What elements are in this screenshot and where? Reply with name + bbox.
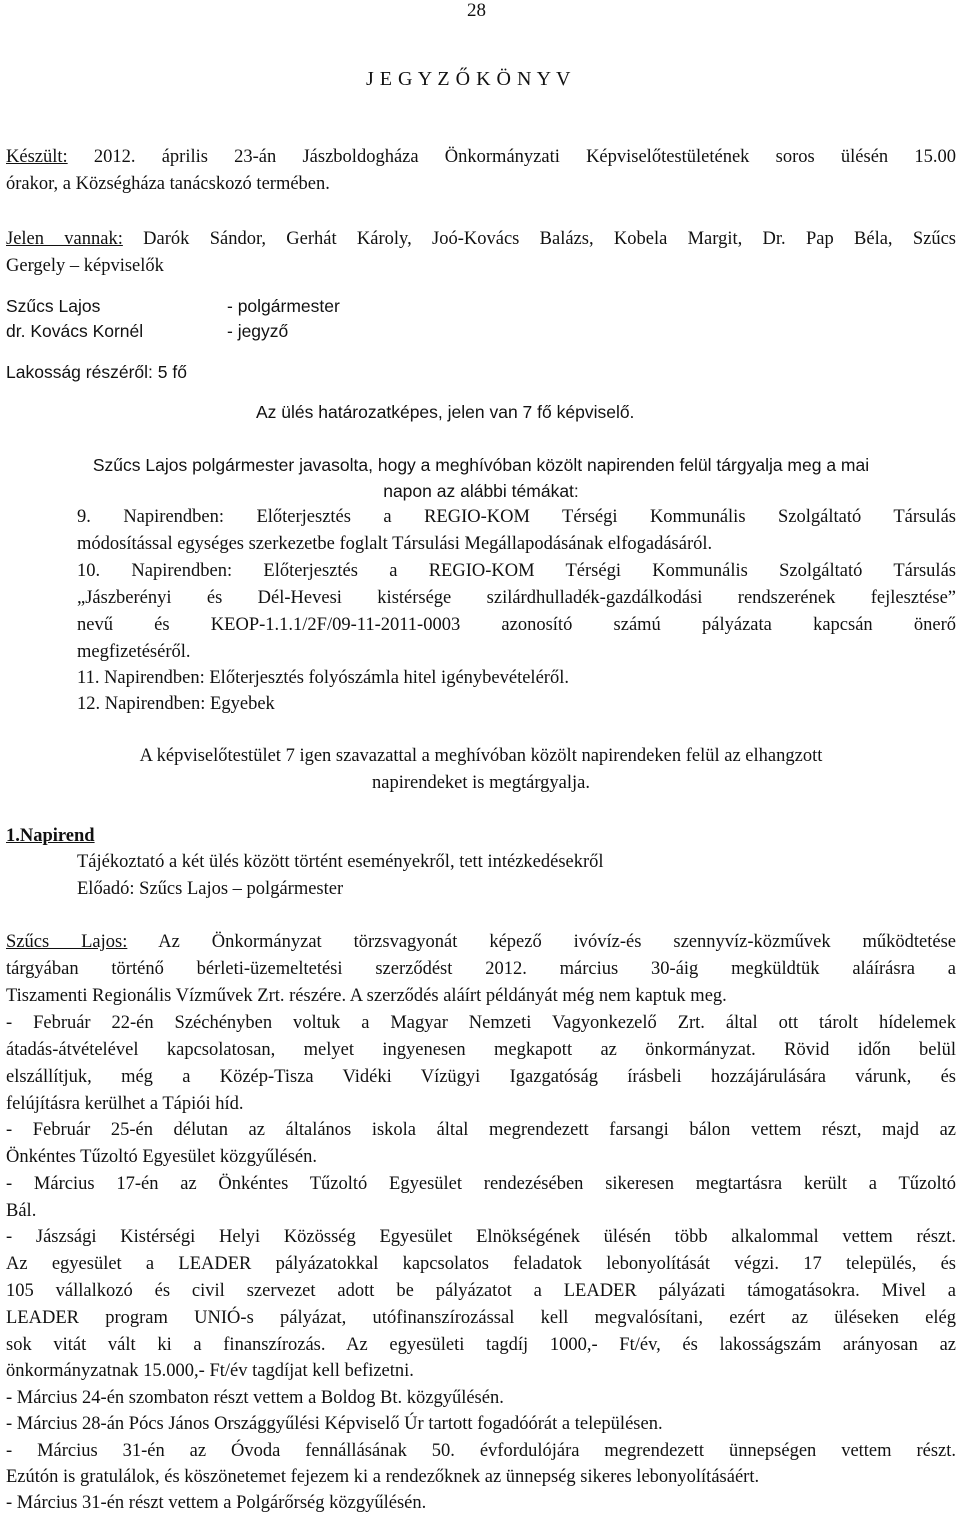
agenda-line: nevű és KEOP-1.1.1/2F/09-11-2011-0003 azonosító számú pályázata kapcsán önerő — [77, 615, 956, 635]
speech-line: - Március 17-én az Önkéntes Tűzoltó Egyesület rendezésében sikeresen megtartásra került a Tűzoltó — [6, 1174, 956, 1194]
official-role: - polgármester — [227, 296, 340, 316]
speech-line: átadás-átvételével kapcsolatosan, melyet ingyenesen megkapott az önkormányzat. Rövid időn belül — [6, 1040, 956, 1060]
made-text: 2012. április 23-án Jászboldogháza Önkormányzati Képviselőtestületének soros ülésén 15.00 — [67, 147, 956, 167]
speech-line: - Március 31-én az Óvoda fennállásának 50. évfordulójára megrendezett ünnepségen vettem részt. — [6, 1441, 956, 1461]
speech-line: - Február 25-én délutan az általános iskola által megrendezett farsangi bálon vettem részt, majd az — [6, 1120, 956, 1140]
present-text: Darók Sándor, Gerhát Károly, Joó-Kovács Balázs, Kobela Margit, Dr. Pap Béla, Szűcs — [122, 229, 956, 249]
made-label: Készült: — [6, 147, 68, 167]
speech-line: Tiszamenti Regionális Vízművek Zrt. részére. A szerződés aláírt példányát még nem kaptuk meg. — [6, 986, 727, 1006]
speech-line: - Március 28-án Pócs János Országgyűlési Képviselő Úr tartott fogadóórát a településen. — [6, 1414, 663, 1434]
speech-line: felújításra kerülhet a Tápiói híd. — [6, 1094, 244, 1114]
agenda-line: 9. Napirendben: Előterjesztés a REGIO-KOM Térségi Kommunális Szolgáltató Társulás — [77, 507, 956, 527]
item-presenter: Előadó: Szűcs Lajos – polgármester — [77, 879, 344, 899]
page-number: 28 — [467, 0, 486, 21]
made-line-2: órakor, a Községháza tanácskozó termében. — [6, 174, 330, 194]
agenda-line: 10. Napirendben: Előterjesztés a REGIO-KOM Térségi Kommunális Szolgáltató Társulás — [77, 561, 956, 581]
speech-line: LEADER program UNIÓ-s pályázat, utófinanszírozással kell megvalósítani, ezért az üléseken elég — [6, 1308, 956, 1328]
document-title: J E G Y Z Ő K Ö N Y V — [366, 68, 571, 90]
speech-text: Az Önkormányzat törzsvagyonát képező ivóvíz-és szennyvíz-közművek működtetése — [127, 932, 957, 952]
agenda-line: 12. Napirendben: Egyebek — [77, 694, 275, 714]
speech-line: - Február 22-én Széchényben voltuk a Magyar Nemzeti Vagyonkezelő Zrt. által ott tárolt hídelemek — [6, 1013, 956, 1033]
speech-line: Az egyesület a LEADER pályázatokkal kapcsolatos feladatok lebonyolítását végzi. 17 település, és — [6, 1254, 956, 1274]
quorum-line: Az ülés határozatképes, jelen van 7 fő képviselő. — [256, 402, 635, 422]
speech-line: - Március 24-én szombaton részt vettem a Boldog Bt. közgyűlésén. — [6, 1388, 504, 1408]
speech-line: Bál. — [6, 1201, 37, 1221]
speaker-label: Szűcs Lajos: — [6, 932, 128, 952]
speech-line: - Március 31-én részt vettem a Polgárőrség közgyűlésén. — [6, 1493, 427, 1513]
agenda-line: megfizetéséről. — [77, 642, 191, 662]
speech-line: 105 vállalkozó és civil szervezet adott be pályázatot a LEADER pályázati támogatásokra. Mivel a — [6, 1281, 956, 1301]
residents-line: Lakosság részéről: 5 fő — [6, 362, 187, 382]
vote-line-2: napirendeket is megtárgyalja. — [372, 773, 590, 793]
present-line-1 — [6, 229, 956, 250]
agenda-line: „Jászberényi és Dél-Hevesi kistérsége szilárdhulladék-gazdálkodási rendszerének fejlesztése” — [77, 588, 956, 608]
official-role: - jegyző — [227, 321, 289, 341]
official-name: Szűcs Lajos — [6, 296, 101, 316]
proposal-line-1: Szűcs Lajos polgármester javasolta, hogy a meghívóban közölt napirenden felül tárgyalja meg a mai — [92, 455, 870, 475]
agenda-line: módosítással egységes szerkezetbe foglalt Társulási Megállapodásának elfogadásáról. — [77, 534, 713, 554]
item-topic: Tájékoztató a két ülés között történt eseményekről, tett intézkedésekről — [77, 852, 604, 872]
official-name: dr. Kovács Kornél — [6, 321, 144, 341]
agenda-line: 11. Napirendben: Előterjesztés folyószámla hitel igénybevételéről. — [77, 668, 569, 688]
speech-first-line — [6, 932, 956, 953]
present-line-2: Gergely – képviselők — [6, 256, 164, 276]
speech-line: önkormányzatnak 15.000,- Ft/év tagdíjat kell befizetni. — [6, 1361, 414, 1381]
proposal-line-2: napon az alábbi témákat: — [383, 481, 579, 501]
made-line-1 — [6, 147, 956, 168]
item-heading: 1.Napirend — [6, 826, 95, 846]
vote-line-1: A képviselőtestület 7 igen szavazattal a meghívóban közölt napirendeken felül az elhangzott — [139, 746, 823, 766]
speech-line: - Jászsági Kistérségi Helyi Közösség Egyesület Elnökségének ülésén több alkalommal vettem részt. — [6, 1227, 956, 1247]
speech-line: elszállítjuk, még a Közép-Tisza Vidéki Vízügyi Igazgatóság írásbeli hozzájárulására várunk, és — [6, 1067, 956, 1087]
speech-line: Ezútón is gratulálok, és köszönetemet fejezem ki a rendezőknek az ünnepség sikeres lebonyolításáért. — [6, 1467, 760, 1487]
speech-line: Önkéntes Tűzoltó Egyesület közgyűlésén. — [6, 1147, 318, 1167]
speech-line: tárgyában történő bérleti-üzemeltetési szerződést 2012. március 30-áig megküldtük aláírásra a — [6, 959, 956, 979]
speech-line: sok vitát vált ki a finanszírozás. Az egyesületi tagdíj 1000,- Ft/év, és lakosságszám arányosan az — [6, 1335, 956, 1355]
present-label: Jelen vannak: — [6, 229, 123, 249]
